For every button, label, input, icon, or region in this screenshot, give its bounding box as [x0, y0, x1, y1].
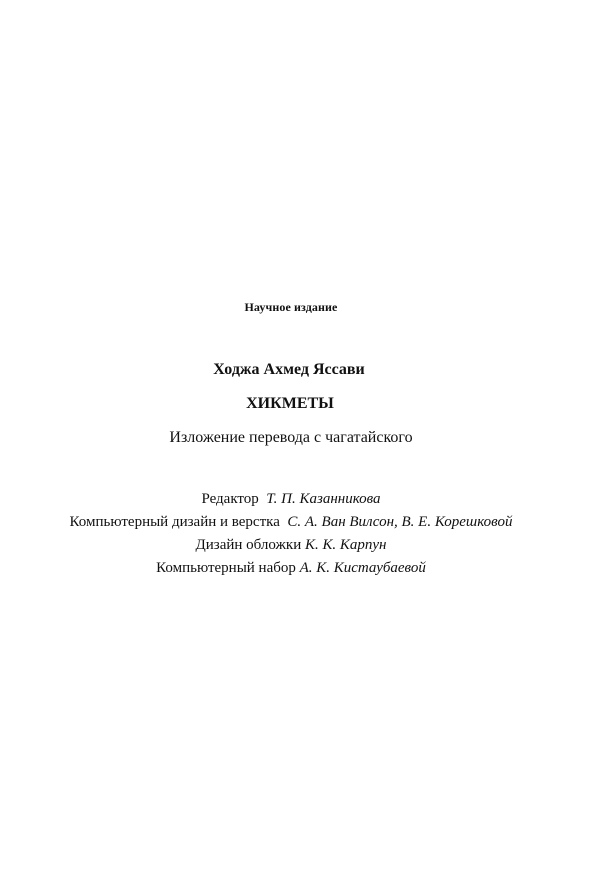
edition-type: Научное издание [244, 300, 338, 314]
book-title: ХИКМЕТЫ [246, 395, 334, 412]
credit-editor [0, 488, 582, 511]
credit-cover-design [0, 534, 582, 557]
credits-block [0, 488, 582, 580]
credit-role: Компьютерный набор [156, 560, 296, 576]
credit-role: Редактор [201, 491, 259, 507]
book-subtitle: Изложение перевода с чагатайского [169, 429, 413, 446]
credit-person: С. А. Ван Вилсон, В. Е. Корешковой [287, 514, 513, 530]
credit-person: Т. П. Казанникова [266, 491, 381, 507]
credit-layout [0, 511, 582, 534]
author-name: Ходжа Ахмед Яссави [213, 361, 365, 378]
credit-person: К. К. Карпун [304, 537, 387, 553]
credit-role: Дизайн обложки [195, 537, 302, 553]
credit-typesetting [0, 557, 582, 580]
credit-person: А. К. Кистаубаевой [299, 560, 426, 576]
credit-role: Компьютерный дизайн и верстка [69, 514, 280, 530]
